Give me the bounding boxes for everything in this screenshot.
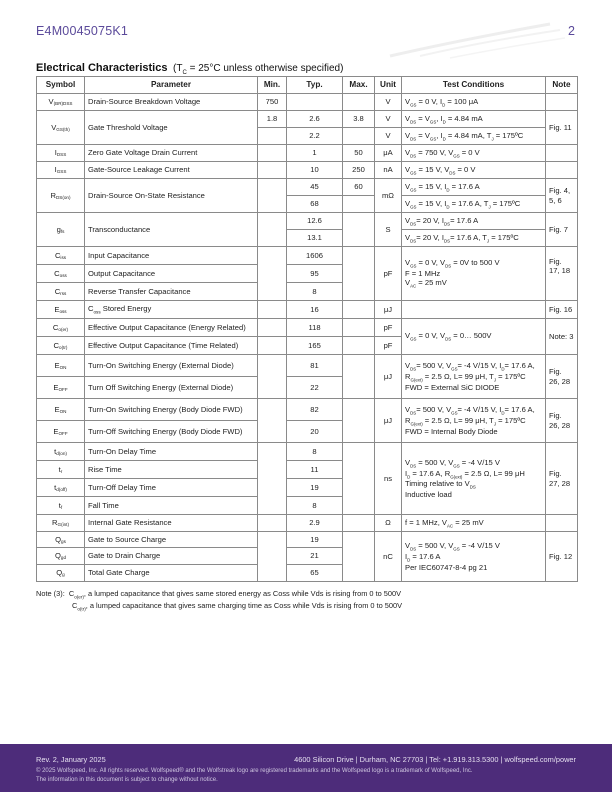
- note-cell: Fig. 27, 28: [546, 443, 578, 515]
- parameter-cell: Drain-Source Breakdown Voltage: [85, 94, 258, 111]
- unit-cell: ns: [375, 443, 402, 515]
- note-cell: [546, 162, 578, 179]
- revision-date: Rev. 2, January 2025: [36, 755, 106, 764]
- max-cell: [343, 319, 375, 337]
- max-cell: [343, 355, 375, 399]
- symbol-cell: $t_{d(off)}$: [37, 479, 85, 497]
- min-cell: [258, 337, 287, 355]
- test-conditions-cell: [402, 301, 546, 319]
- min-cell: [258, 443, 287, 515]
- wolfstreak-logo-watermark: [380, 20, 570, 60]
- symbol-cell: $t_r$: [37, 461, 85, 479]
- typ-cell: 165: [287, 337, 343, 355]
- symbol-cell: $g_{fs}$: [37, 213, 85, 247]
- parameter-cell: Drain-Source On-State Resistance: [85, 179, 258, 213]
- unit-cell: V: [375, 128, 402, 145]
- test-conditions-cell: $V_{DS}= 20$ V, $I_{DS}= 17.6$ A, $T_J$ = 175ºC: [402, 230, 546, 247]
- typ-cell: 22: [287, 377, 343, 399]
- symbol-cell: $E_{OFF}$: [37, 377, 85, 399]
- page-number: 2: [568, 24, 575, 38]
- col-header: Test Conditions: [402, 77, 546, 94]
- symbol-cell: $E_{ON}$: [37, 355, 85, 377]
- unit-cell: nA: [375, 162, 402, 179]
- max-cell: [343, 399, 375, 443]
- table-row: [37, 532, 578, 548]
- typ-cell: 19: [287, 532, 343, 548]
- unit-cell: nC: [375, 532, 402, 582]
- typ-cell: 2.6: [287, 111, 343, 128]
- typ-cell: 13.1: [287, 230, 343, 247]
- min-cell: [258, 399, 287, 443]
- document-code: E4M0045075K1: [36, 24, 129, 38]
- note-line: $C_{o(er)}$, a lumped capacitance that gives same stored energy as Coss while Vds is rising from 0 to 500V: [68, 589, 402, 600]
- unit-cell: μJ: [375, 301, 402, 319]
- table-row: [37, 319, 578, 337]
- note-cell: Fig. 4, 5, 6: [546, 179, 578, 213]
- max-cell: [343, 94, 375, 111]
- unit-cell: V: [375, 94, 402, 111]
- max-cell: [343, 196, 375, 213]
- disclaimer: The information in this document is subject to change without notice.: [36, 777, 218, 783]
- max-cell: [343, 532, 375, 582]
- typ-cell: 45: [287, 179, 343, 196]
- typ-cell: 10: [287, 162, 343, 179]
- typ-cell: 11: [287, 461, 343, 479]
- note-cell: Fig. 16: [546, 301, 578, 319]
- test-conditions-cell: $V_{DS} = 750$ V, $V_{GS} = 0$ V: [402, 145, 546, 162]
- unit-cell: V: [375, 111, 402, 128]
- table-row: [37, 179, 578, 196]
- parameter-cell: Total Gate Charge: [85, 565, 258, 582]
- typ-cell: 8: [287, 443, 343, 461]
- test-conditions-cell: $V_{DS}= 20$ V, $I_{DS}= 17.6$ A: [402, 213, 546, 230]
- symbol-cell: $t_f$: [37, 497, 85, 515]
- parameter-cell: Zero Gate Voltage Drain Current: [85, 145, 258, 162]
- unit-cell: pF: [375, 247, 402, 301]
- col-header: Max.: [343, 77, 375, 94]
- max-cell: [343, 337, 375, 355]
- parameter-cell: Turn-On Delay Time: [85, 443, 258, 461]
- parameter-cell: Reverse Transfer Capacitance: [85, 283, 258, 301]
- typ-cell: 8: [287, 283, 343, 301]
- parameter-cell: Transconductance: [85, 213, 258, 247]
- footer: [0, 744, 612, 792]
- min-cell: [258, 213, 287, 247]
- note-cell: Fig. 11: [546, 111, 578, 145]
- section-title: Electrical Characteristics ($T_C = 25^\circ C$ unless otherwise specified): [36, 62, 344, 76]
- col-header: Parameter: [85, 77, 258, 94]
- min-cell: [258, 179, 287, 213]
- company-contact: 4600 Silicon Drive | Durham, NC 27703 | Tel: +1.919.313.5300 | wolfspeed.com/power: [294, 755, 576, 764]
- test-conditions-cell: $V_{DS}= 500$ V, $V_{GS}= -4$ V/15 V, $I_D= 17.6$ A, $R_{G(ext)} = 2.5$ Ω, L= 99 μH, $T_J$ = 175ºC FWD = Internal Body Diode: [402, 399, 546, 443]
- table-row: [37, 515, 578, 532]
- note-cell: [546, 515, 578, 532]
- note-cell: [546, 94, 578, 111]
- table-row: [37, 162, 578, 179]
- test-conditions-cell: $V_{GS} = 0$ V, $V_{DS} = 0V$ to 500 V F = 1 MHz $V_{AC} = 25$ mV: [402, 247, 546, 301]
- symbol-cell: $Q_{gs}$: [37, 532, 85, 548]
- note-cell: Fig. 7: [546, 213, 578, 247]
- symbol-cell: $C_{rss}$: [37, 283, 85, 301]
- typ-cell: 2.2: [287, 128, 343, 145]
- max-cell: 3.8: [343, 111, 375, 128]
- max-cell: [343, 301, 375, 319]
- min-cell: [258, 301, 287, 319]
- table-row: [37, 111, 578, 128]
- max-cell: [343, 515, 375, 532]
- test-conditions-cell: $V_{DS}= 500$ V, $V_{GS}= -4$ V/15 V, $I_D= 17.6$ A, $R_{G(ext)} = 2.5$ Ω, L= 99 μH, $T_J$ = 175ºC FWD = External SiC DIODE: [402, 355, 546, 399]
- typ-cell: 8: [287, 497, 343, 515]
- typ-cell: 95: [287, 265, 343, 283]
- unit-cell: μA: [375, 145, 402, 162]
- test-conditions-cell: $V_{DS} = 500$ V, $V_{GS} = -4$ V/15 V $I_D = 17.6$ A Per IEC60747-8-4 pg 21: [402, 532, 546, 582]
- unit-cell: pF: [375, 319, 402, 337]
- unit-cell: pF: [375, 337, 402, 355]
- max-cell: 50: [343, 145, 375, 162]
- max-cell: 60: [343, 179, 375, 196]
- col-header: Symbol: [37, 77, 85, 94]
- parameter-cell: Gate Threshold Voltage: [85, 111, 258, 145]
- typ-cell: 2.9: [287, 515, 343, 532]
- table-row: [37, 145, 578, 162]
- min-cell: 750: [258, 94, 287, 111]
- min-cell: [258, 532, 287, 582]
- col-header: Unit: [375, 77, 402, 94]
- max-cell: [343, 443, 375, 515]
- parameter-cell: Fall Time: [85, 497, 258, 515]
- unit-cell: μJ: [375, 399, 402, 443]
- symbol-cell: $E_{oss}$: [37, 301, 85, 319]
- note-3: [36, 589, 402, 612]
- table-row: [37, 301, 578, 319]
- parameter-cell: Turn-Off Delay Time: [85, 479, 258, 497]
- typ-cell: 12.6: [287, 213, 343, 230]
- symbol-cell: $E_{OFF}$: [37, 421, 85, 443]
- max-cell: 250: [343, 162, 375, 179]
- symbol-cell: $I_{DSS}$: [37, 145, 85, 162]
- copyright: © 2025 Wolfspeed, Inc. All rights reserved. Wolfspeed® and the Wolfstreak logo are registered trademarks and the Wolfspeed logo is a trademark of Wolfspeed, Inc.: [36, 768, 473, 774]
- symbol-cell: $V_{(BR)DSS}$: [37, 94, 85, 111]
- parameter-cell: Output Capacitance: [85, 265, 258, 283]
- max-cell: [343, 128, 375, 145]
- parameter-cell: Gate to Drain Charge: [85, 548, 258, 565]
- min-cell: [258, 128, 287, 145]
- symbol-cell: $R_{G(int)}$: [37, 515, 85, 532]
- max-cell: [343, 247, 375, 301]
- note-cell: Fig. 26, 28: [546, 355, 578, 399]
- typ-cell: 20: [287, 421, 343, 443]
- typ-cell: 1606: [287, 247, 343, 265]
- typ-cell: 19: [287, 479, 343, 497]
- symbol-cell: $C_{oss}$: [37, 265, 85, 283]
- parameter-cell: Turn-Off Switching Energy (Body Diode FWD): [85, 421, 258, 443]
- note-label: Note (3):: [36, 589, 65, 598]
- min-cell: [258, 247, 287, 301]
- parameter-cell: Effective Output Capacitance (Time Related): [85, 337, 258, 355]
- test-conditions-cell: $V_{DS} = 500$ V, $V_{GS} = -4$ V/15 V $I_D = 17.6$ A, $R_{G(ext)} = 2.5$ Ω, L= 99 μH Timing relative to $V_{DS}$ Inductive load: [402, 443, 546, 515]
- test-conditions-cell: $V_{DS} = V_{GS}$, $I_D = 4.84$ mA, $T_J$ = 175ºC: [402, 128, 546, 145]
- parameter-cell: Turn Off Switching Energy (External Diode): [85, 377, 258, 399]
- symbol-cell: $I_{GSS}$: [37, 162, 85, 179]
- typ-cell: 81: [287, 355, 343, 377]
- typ-cell: [287, 94, 343, 111]
- typ-cell: 82: [287, 399, 343, 421]
- col-header: Note: [546, 77, 578, 94]
- note-cell: Fig. 12: [546, 532, 578, 582]
- symbol-cell: $C_{iss}$: [37, 247, 85, 265]
- typ-cell: 21: [287, 548, 343, 565]
- min-cell: 1.8: [258, 111, 287, 128]
- unit-cell: Ω: [375, 515, 402, 532]
- symbol-cell: $E_{ON}$: [37, 399, 85, 421]
- typ-cell: 16: [287, 301, 343, 319]
- parameter-cell: Internal Gate Resistance: [85, 515, 258, 532]
- table-row: [37, 399, 578, 421]
- typ-cell: 1: [287, 145, 343, 162]
- symbol-cell: $Q_g$: [37, 565, 85, 582]
- symbol-cell: $C_{o(er)}$: [37, 319, 85, 337]
- unit-cell: S: [375, 213, 402, 247]
- test-conditions-cell: $V_{DS} = V_{GS}$, $I_D = 4.84$ mA: [402, 111, 546, 128]
- note-line: $C_{o(tr)}$, a lumped capacitance that gives same charging time as Coss while Vds is rising from 0 to 500V: [72, 600, 403, 612]
- parameter-cell: Turn-On Switching Energy (Body Diode FWD): [85, 399, 258, 421]
- unit-cell: mΩ: [375, 179, 402, 213]
- test-conditions-cell: $V_{GS} = 0$ V, $I_D = 100$ μA: [402, 94, 546, 111]
- typ-cell: 118: [287, 319, 343, 337]
- parameter-cell: Turn-On Switching Energy (External Diode): [85, 355, 258, 377]
- note-cell: Note: 3: [546, 319, 578, 355]
- symbol-cell: $V_{GS(th)}$: [37, 111, 85, 145]
- table-row: [37, 355, 578, 377]
- max-cell: [343, 213, 375, 247]
- col-header: Typ.: [287, 77, 343, 94]
- note-cell: Fig. 17, 18: [546, 247, 578, 301]
- test-conditions-cell: $V_{GS} = 15$ V, $I_D = 17.6$ A, $T_J$ = 175ºC: [402, 196, 546, 213]
- test-conditions-cell: $V_{GS} = 0$ V, $V_{DS}$ = 0… 500V: [402, 319, 546, 355]
- min-cell: [258, 319, 287, 337]
- parameter-cell: Rise Time: [85, 461, 258, 479]
- symbol-cell: $t_{d(on)}$: [37, 443, 85, 461]
- test-conditions-cell: $V_{GS} = 15$ V, $V_{DS} = 0$ V: [402, 162, 546, 179]
- note-cell: Fig. 26, 28: [546, 399, 578, 443]
- unit-cell: μJ: [375, 355, 402, 399]
- table-row: [37, 94, 578, 111]
- col-header: Min.: [258, 77, 287, 94]
- parameter-cell: Input Capacitance: [85, 247, 258, 265]
- table-row: [37, 213, 578, 230]
- min-cell: [258, 162, 287, 179]
- test-conditions-cell: $V_{GS} = 15$ V, $I_D = 17.6$ A: [402, 179, 546, 196]
- typ-cell: 68: [287, 196, 343, 213]
- symbol-cell: $R_{DS(on)}$: [37, 179, 85, 213]
- symbol-cell: $C_{o(tr)}$: [37, 337, 85, 355]
- min-cell: [258, 355, 287, 399]
- table-row: [37, 247, 578, 265]
- table-row: [37, 443, 578, 461]
- parameter-cell: Gate to Source Charge: [85, 532, 258, 548]
- min-cell: [258, 515, 287, 532]
- parameter-cell: $C_{oss}$ Stored Energy: [85, 301, 258, 319]
- parameter-cell: Effective Output Capacitance (Energy Related): [85, 319, 258, 337]
- parameter-cell: Gate-Source Leakage Current: [85, 162, 258, 179]
- min-cell: [258, 145, 287, 162]
- table-header-row: [37, 77, 578, 94]
- typ-cell: 65: [287, 565, 343, 582]
- symbol-cell: $Q_{gd}$: [37, 548, 85, 565]
- electrical-characteristics-table: [36, 76, 578, 582]
- test-conditions-cell: f = 1 MHz, $V_{AC} = 25$ mV: [402, 515, 546, 532]
- note-cell: [546, 145, 578, 162]
